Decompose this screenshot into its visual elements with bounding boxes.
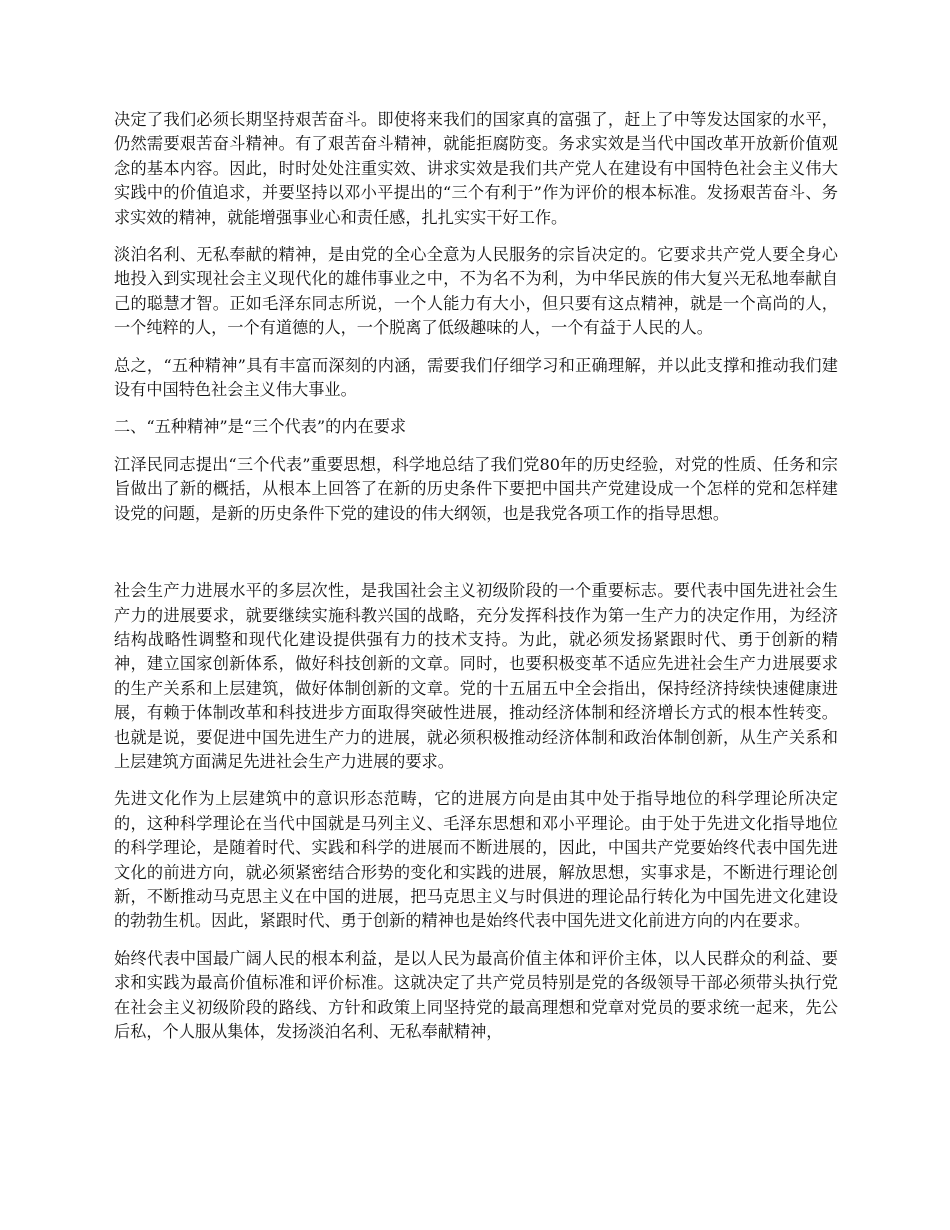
section-heading: 二、“五种精神”是“三个代表”的内在要求 [114,417,407,437]
document-page [114,108,838,1057]
paragraph-hard-work: 决定了我们必须长期坚持艰苦奋斗。即使将来我们的国家真的富强了，赶上了中等发达国家的水平，仍然需要艰苦奋斗精神。有了艰苦奋斗精神，就能拒腐防变。务求实效是当代中国改革开放新价值观念的基本内容。因此，时时处处注重实效、讲求实效是我们共产党人在建设有中国特色社会主义伟大实践中的价值追求，并要坚持以邓小平提出的“三个有利于”作为评价的根本标准。发扬艰苦奋斗、务求实效的精神，就能增强事业心和责任感，扎扎实实干好工作。 [114,110,838,227]
paragraph-three-represents: 江泽民同志提出“三个代表”重要思想，科学地总结了我们党80年的历史经验，对党的性质、任务和宗旨做出了新的概括，从根本上回答了在新的历史条件下要把中国共产党建设成一个怎样的党和怎样建设党的问题，是新的历史条件下党的建设的伟大纲领，也是我党各项工作的指导思想。 [114,454,838,523]
paragraph-advanced-culture: 先进文化作为上层建筑中的意识形态范畴，它的进展方向是由其中处于指导地位的科学理论所决定的，这种科学理论在当代中国就是马列主义、毛泽东思想和邓小平理论。由于处于先进文化指导地位的科学理论，是随着时代、实践和科学的进展而不断进展的，因此，中国共产党要始终代表中国先进文化的前进方向，就必须紧密结合形势的变化和实践的进展，解放思想，实事求是，不断进行理论创新，不断推动马克思主义在中国的进展，把马克思主义与时俱进的理论品行转化为中国先进文化建设的勃勃生机。因此，紧跟时代、勇于创新的精神也是始终代表中国先进文化前进方向的内在要求。 [114,789,838,931]
paragraph-people-interests: 始终代表中国最广阔人民的根本利益，是以人民为最高价值主体和评价主体，以人民群众的利益、要求和实践为最高价值标准和评价标准。这就决定了共产党员特别是党的各级领导干部必须带头执行党在社会主义初级阶段的路线、方针和政策上同坚持党的最高理想和党章对党员的要求统一起来，先公后私，个人服从集体，发扬淡泊名利、无私奉献精神， [114,948,838,1041]
paragraph-productive-forces: 社会生产力进展水平的多层次性，是我国社会主义初级阶段的一个重要标志。要代表中国先进社会生产力的进展要求，就要继续实施科教兴国的战略，充分发挥科技作为第一生产力的决定作用，为经济结构战略性调整和现代化建设提供强有力的技术支持。为此，就必须发扬紧跟时代、勇于创新的精神，建立国家创新体系，做好科技创新的文章。同时，也要积极变革不适应先进社会生产力进展要求的生产关系和上层建筑，做好体制创新的文章。党的十五届五中全会指出，保持经济持续快速健康进展，有赖于体制改革和科技进步方面取得突破性进展，推动经济体制和经济增长方式的根本性转变。也就是说，要促进中国先进生产力的进展，就必须积极推动经济体制和政治体制创新，从生产关系和上层建筑方面满足先进社会生产力进展的要求。 [114,581,838,771]
paragraph-summary: 总之，“五种精神”具有丰富而深刻的内涵，需要我们仔细学习和正确理解，并以此支撑和推动我们建设有中国特色社会主义伟大事业。 [114,355,838,400]
page-gap [114,539,838,579]
paragraph-selfless-dedication: 淡泊名利、无私奉献的精神，是由党的全心全意为人民服务的宗旨决定的。它要求共产党人要全身心地投入到实现社会主义现代化的雄伟事业之中，不为名不为利，为中华民族的伟大复兴无私地奉献自己的聪慧才智。正如毛泽东同志所说，一个人能力有大小，但只要有这点精神，就是一个高尚的人，一个纯粹的人，一个有道德的人，一个脱离了低级趣味的人，一个有益于人民的人。 [114,245,838,338]
